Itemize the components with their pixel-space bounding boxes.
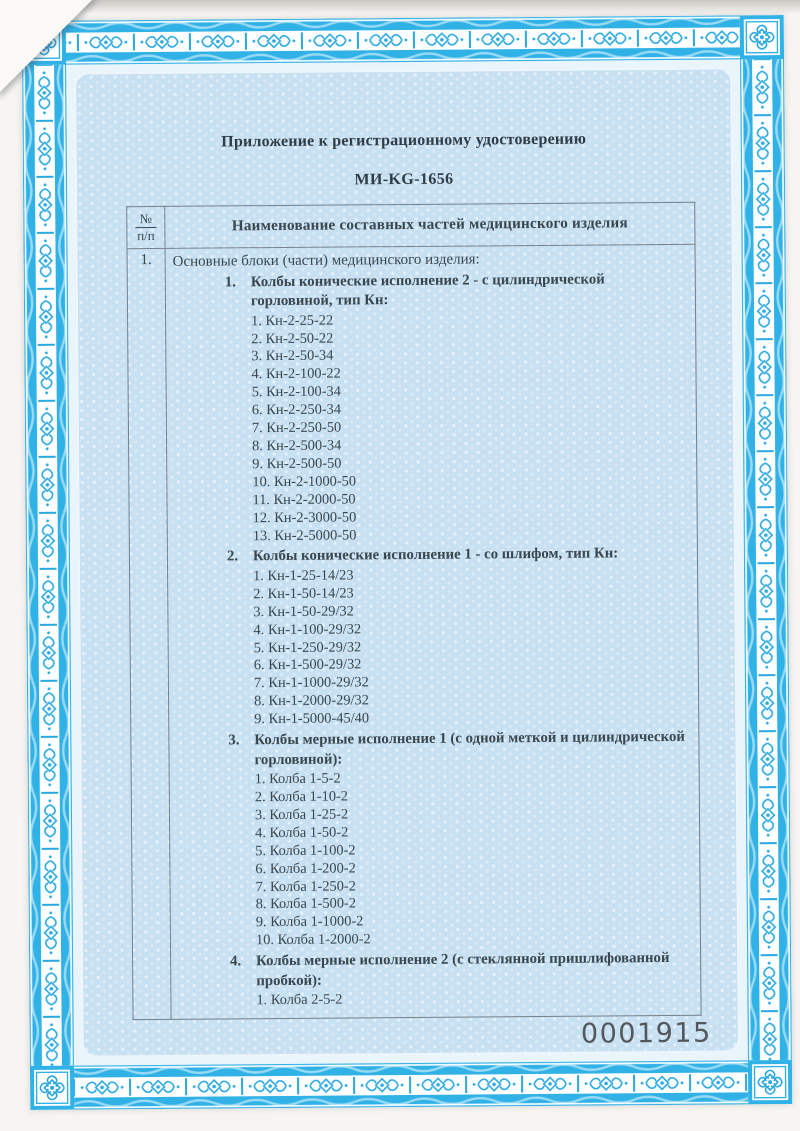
parts-table [126, 202, 701, 1021]
group-body [253, 544, 692, 729]
group-body [251, 269, 691, 545]
page-title: Приложение к регистрационному удостоверению [221, 130, 587, 151]
column-header-num [127, 206, 165, 248]
group-items [255, 768, 694, 950]
component-item: 5. Кн-2-100-34 [251, 383, 341, 401]
component-item: 1. Кн-2-25-22 [251, 312, 334, 329]
column-header-name: Наименование составных частей медицинского изделия [165, 202, 695, 248]
component-item: 10. Колба 1-2000-2 [255, 931, 371, 949]
group-items [253, 565, 692, 730]
group-items [256, 989, 694, 1010]
table-header-row [127, 202, 695, 248]
component-item: 7. Кн-1-1000-29/32 [253, 674, 369, 692]
component-item: 1. Колба 2-5-2 [256, 991, 343, 1009]
group-title: Колбы конические исполнение 1 - со шлифом, тип Кн: [252, 545, 619, 565]
group-items [251, 309, 691, 545]
component-item: 2. Колба 1-10-2 [254, 788, 349, 806]
component-item: 5. Колба 1-100-2 [255, 842, 356, 859]
component-item: 8. Кн-2-500-34 [252, 437, 342, 455]
group-title: Колбы конические исполнение 2 - с цилиндрической горловиной, тип Кн: [250, 271, 605, 310]
component-item: 7. Кн-2-250-50 [251, 419, 342, 437]
component-item: 6. Кн-1-500-29/32 [253, 656, 362, 674]
group-body [254, 728, 694, 950]
registration-number: МИ-KG-1656 [354, 170, 454, 189]
component-item: 4. Кн-2-100-22 [251, 365, 341, 383]
folded-corner [0, 0, 96, 96]
serial-number: 0001915 [580, 1017, 712, 1050]
group-number: 1. [224, 273, 236, 291]
row-intro: Основные блоки (части) медицинского изделия: [172, 251, 480, 270]
component-item: 9. Кн-2-500-50 [252, 455, 342, 473]
component-item: 2. Кн-2-50-22 [251, 330, 334, 347]
component-item: 1. Колба 1-5-2 [254, 770, 341, 788]
certificate-page [22, 15, 793, 1110]
component-item: 8. Колба 1-500-2 [255, 895, 357, 913]
content-area [74, 67, 740, 1057]
row-number: 1. [127, 248, 171, 1020]
component-group-4 [178, 949, 694, 1011]
group-title: Колбы мерные исполнение 2 (с стеклянной пришлифованной пробкой): [256, 950, 670, 989]
component-item: 12. Кн-2-3000-50 [252, 509, 357, 526]
group-body [256, 949, 694, 1010]
component-group-3 [176, 728, 694, 951]
component-group-1 [173, 269, 691, 546]
num-label-top: № [136, 211, 157, 228]
group-number: 4. [230, 953, 242, 970]
component-item: 3. Колба 1-25-2 [254, 806, 349, 824]
component-item: 5. Кн-1-250-29/32 [253, 638, 362, 656]
component-item: 2. Кн-1-50-14/23 [253, 585, 354, 603]
component-item: 4. Кн-1-100-29/32 [253, 621, 362, 638]
component-item: 8. Кн-1-2000-29/32 [254, 692, 369, 710]
component-item: 10. Кн-2-1000-50 [252, 473, 357, 491]
num-label-bottom: п/п [137, 228, 155, 244]
group-number: 3. [228, 732, 240, 749]
component-item: 6. Колба 1-200-2 [255, 860, 356, 877]
component-item: 9. Кн-1-5000-45/40 [254, 710, 370, 728]
component-item: 3. Кн-1-50-29/32 [253, 603, 354, 620]
row-content-cell [165, 244, 701, 1020]
component-item: 9. Колба 1-1000-2 [255, 913, 364, 931]
component-item: 11. Кн-2-2000-50 [252, 491, 356, 508]
component-item: 4. Колба 1-50-2 [255, 824, 349, 842]
component-item: 13. Кн-2-5000-50 [252, 526, 357, 544]
component-item: 6. Кн-2-250-34 [251, 401, 342, 419]
component-group-2 [175, 544, 692, 730]
component-item: 3. Кн-2-50-34 [251, 348, 334, 365]
group-title: Колбы мерные исполнение 1 (с одной меткой и цилиндрической горловиной): [254, 728, 685, 768]
component-item: 7. Колба 1-250-2 [255, 877, 356, 895]
component-item: 1. Кн-1-25-14/23 [253, 567, 354, 585]
table-row [127, 244, 701, 1020]
group-number: 2. [226, 548, 239, 565]
